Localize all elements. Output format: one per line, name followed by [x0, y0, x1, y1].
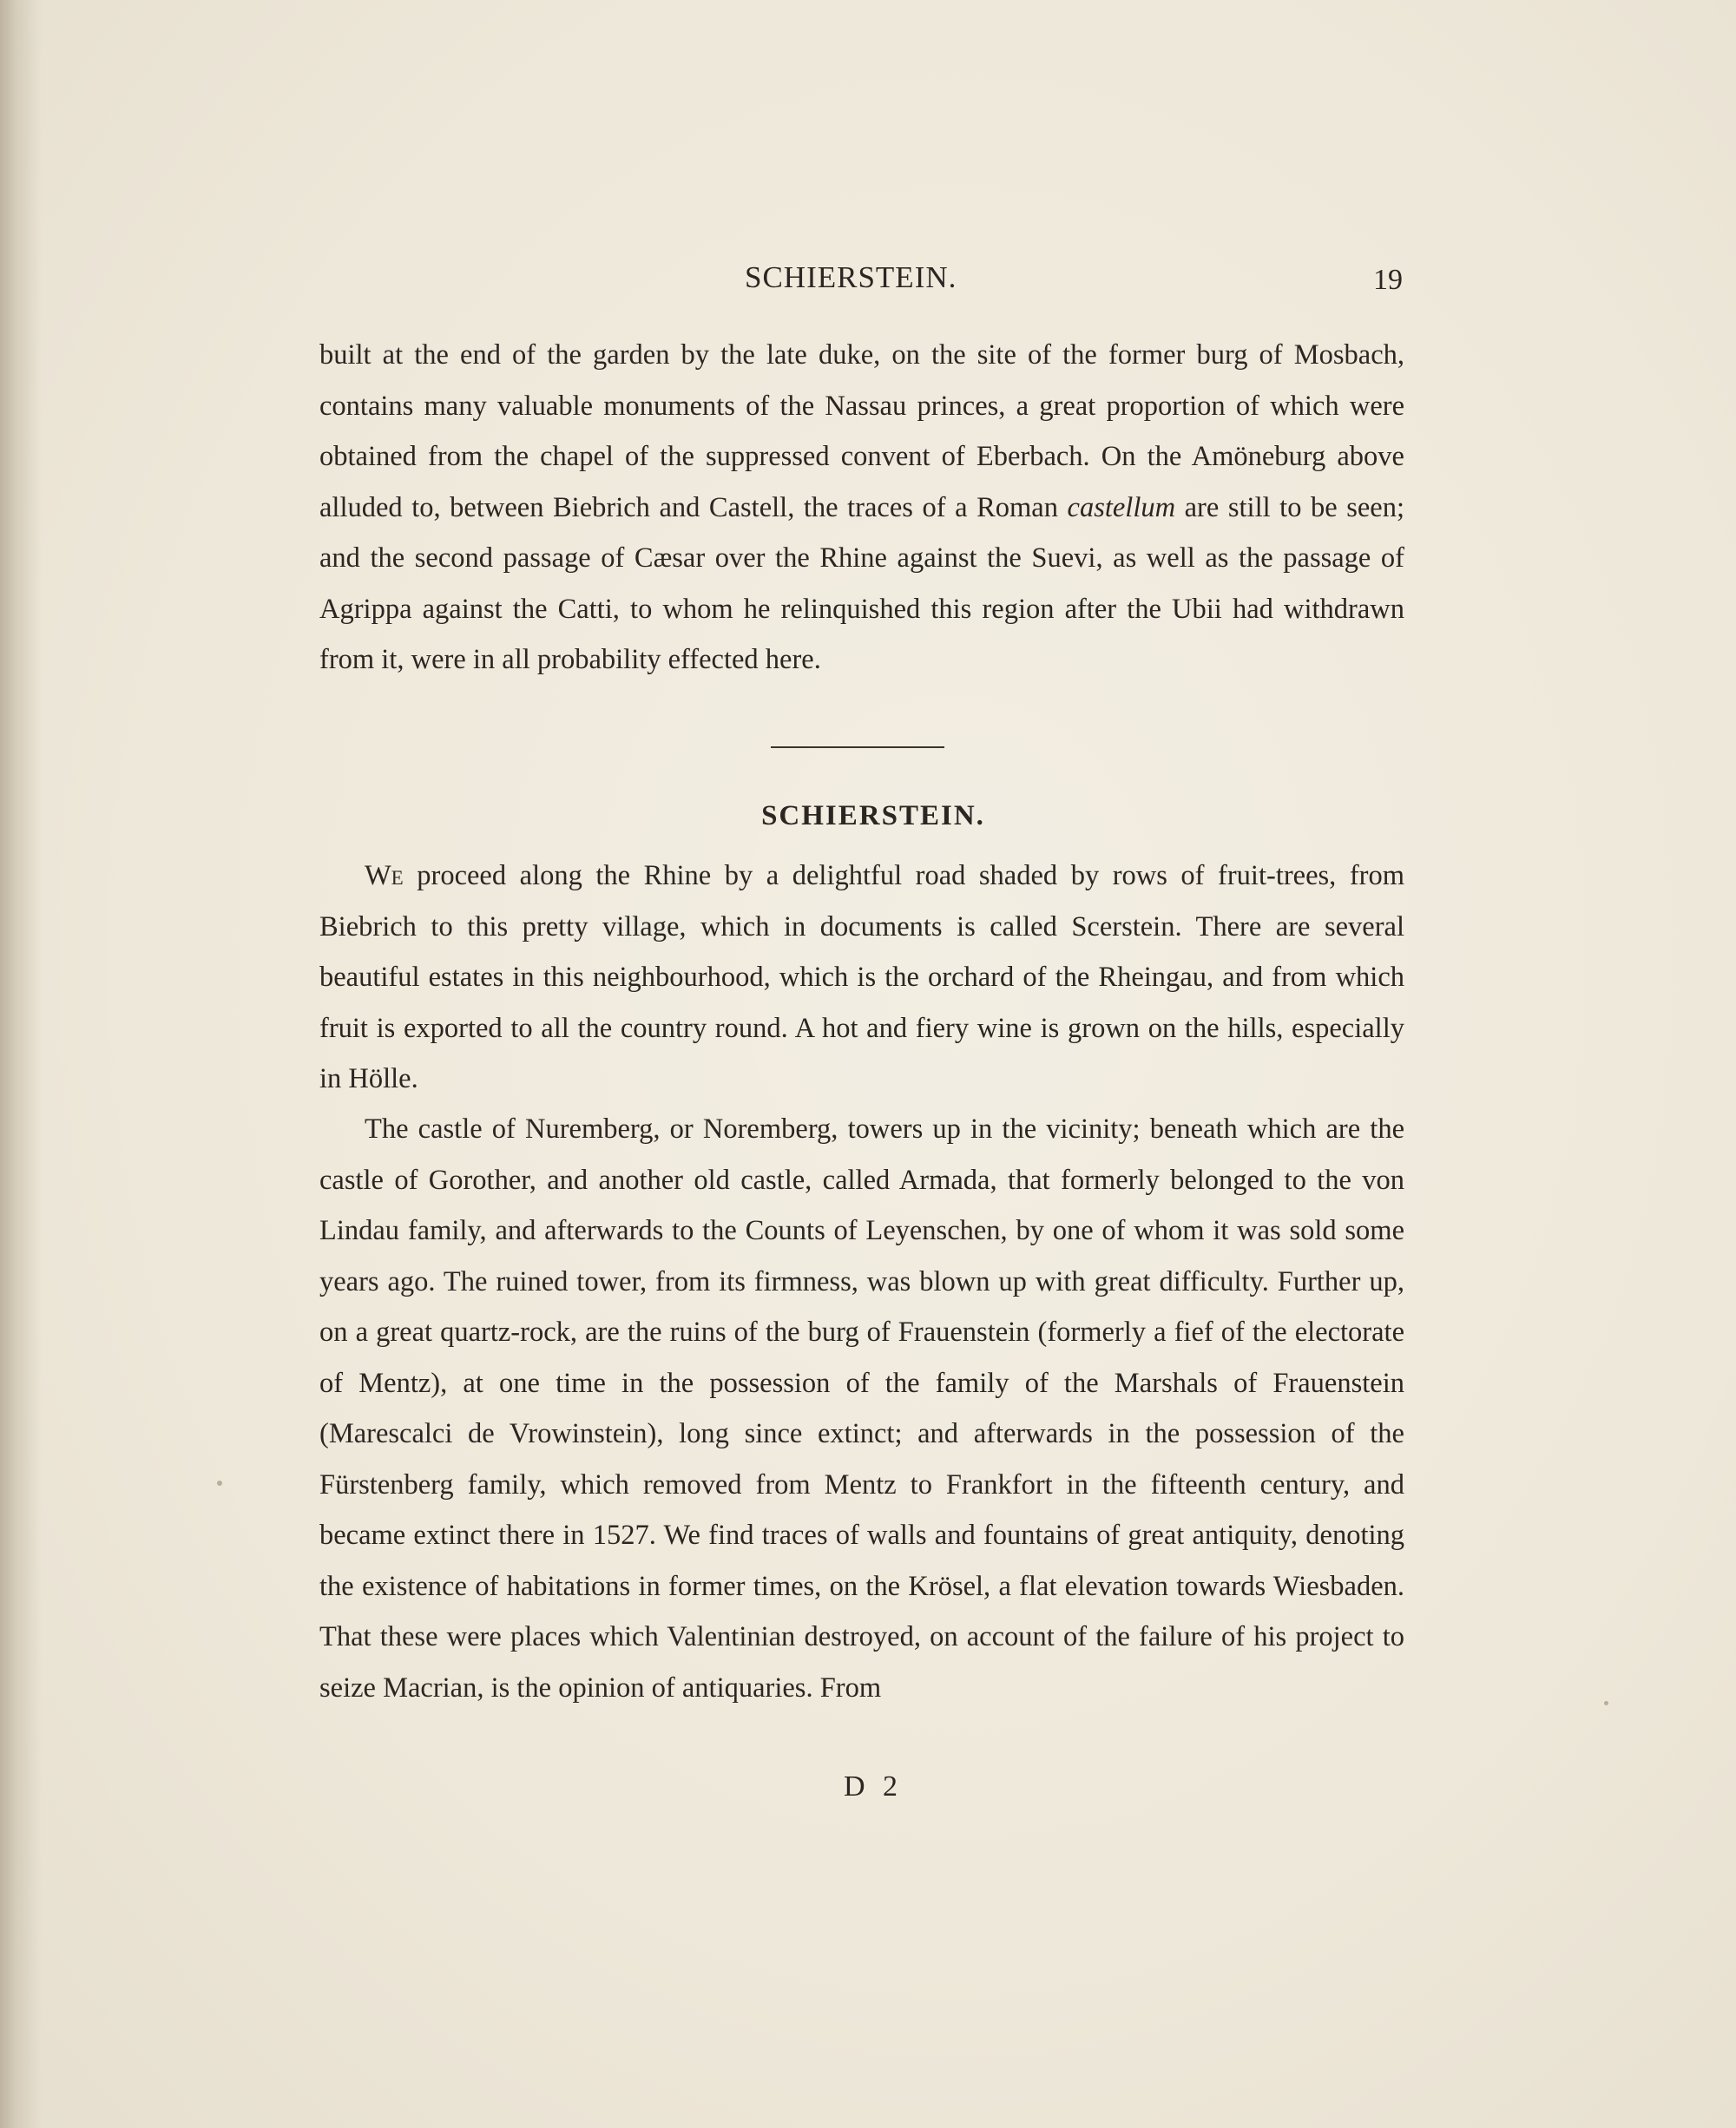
paper-speck: [217, 1481, 222, 1486]
italic-word: castellum: [1067, 491, 1176, 523]
section-divider: [771, 746, 944, 748]
running-head-title: SCHIERSTEIN.: [745, 260, 957, 294]
section-paragraph-two: The castle of Nuremberg, or Noremberg, towers up in the vicinity; beneath which are the castle of Gorother, and another old castle, called Armada, that formerly belonged to the von Lindau family, and afterwards to the Counts of Leyenschen, by one of whom it was sold some years ago. The ruined tower, from its firmness, was blown up with great difficulty. Further up, on a great quartz-rock, are the ruins of the burg of Frauenstein (formerly a fief of the electorate of Mentz), at one time in the possession of the family of the Marshals of Frauenstein (Marescalci de Vrowinstein), long since extinct; and afterwards in the possession of the Fürstenberg family, which removed from Mentz to Frankfort in the fifteenth century, and became extinct there in 1527. We find traces of walls and fountains of great antiquity, denoting the existence of habitations in former times, on the Krösel, a flat elevation towards Wiesbaden. That these were places which Valentinian destroyed, on account of the failure of his project to seize Macrian, is the opinion of antiquaries. From: [319, 1113, 1404, 1704]
section-heading: SCHIERSTEIN.: [761, 800, 985, 831]
running-head: [0, 260, 1736, 304]
paper-speck: [1604, 1701, 1608, 1705]
continuation-paragraph: [319, 330, 1404, 686]
section-paragraph-one: [319, 851, 1404, 1105]
binding-gutter-shadow: [0, 0, 42, 2128]
page-number: 19: [1373, 264, 1403, 296]
paragraph-lead-word: We: [365, 860, 404, 891]
paragraph-one-text: proceed along the Rhine by a delightful road shaded by rows of fruit-trees, from Biebrich to this pretty village, which in documents is called Scerstein. There are several beautiful estates in this neighbourhood, which is the orchard of the Rheingau, and from which fruit is exported to all the country round. A hot and fiery wine is grown on the hills, especially in Hölle.: [319, 860, 1404, 1094]
continuation-text-after: are still to be seen; and the second passage of Cæsar over the Rhine against the Suevi, as well as the passage of Agrippa against the Catti, to whom he relinquished this region after the Ubii had withdrawn from it, were in all probability effected here.: [319, 491, 1405, 675]
continuation-text: built at the end of the garden by the late duke, on the site of the former burg of Mosbach, contains many valuable monuments of the Nassau princes, a great proportion of which were obtained from the chapel of the suppressed convent of Eberbach. On the Amöneburg above alluded to, between Biebrich and Castell, the traces of a Roman: [319, 339, 1404, 523]
signature-mark: D 2: [843, 1770, 904, 1803]
